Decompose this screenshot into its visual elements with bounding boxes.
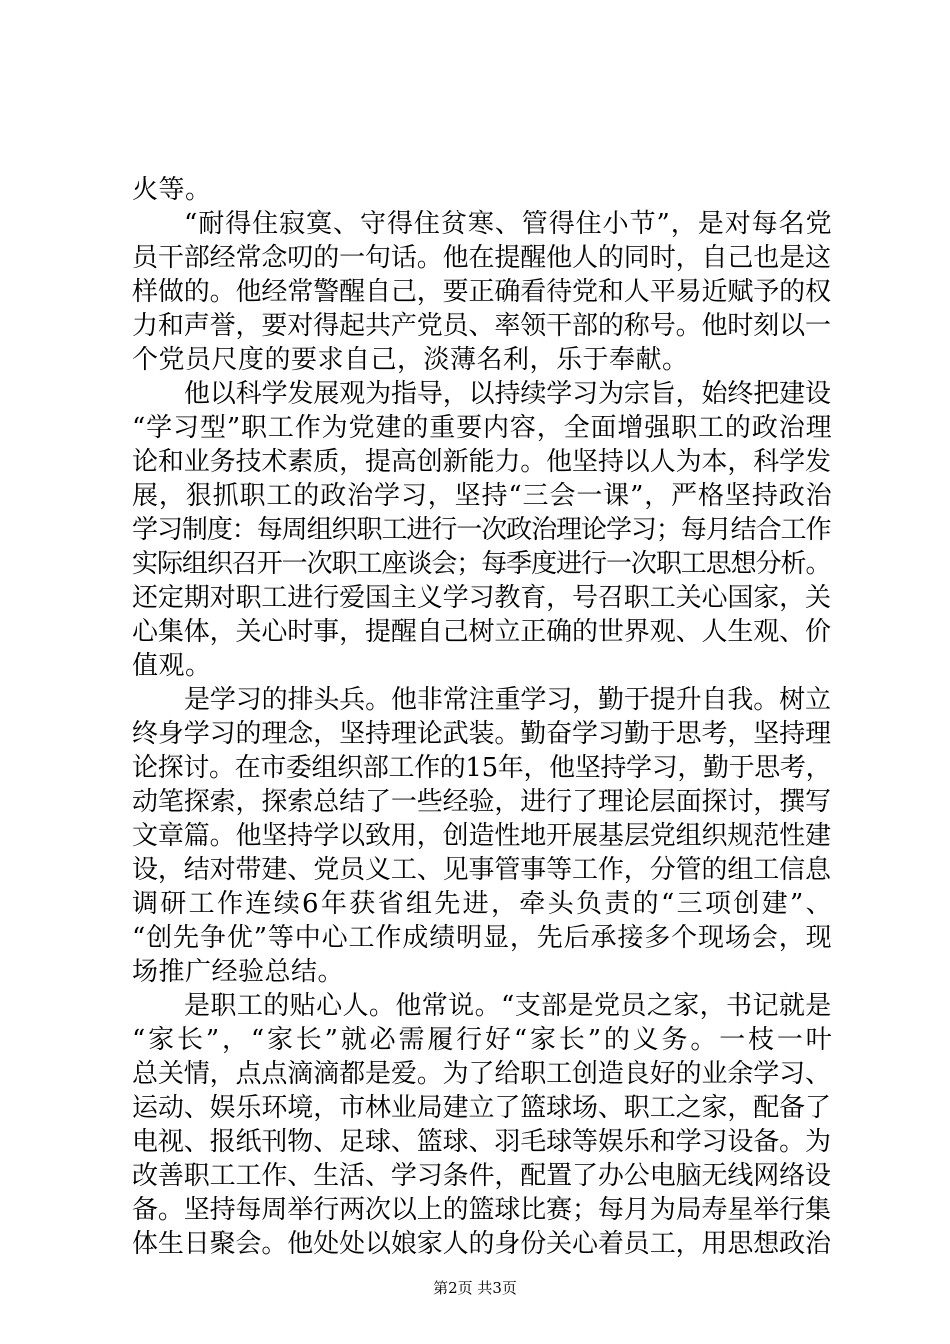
text-line: 样做的。他经常警醒自己，要正确看待党和人平易近赋予的权 <box>132 277 831 307</box>
text-line: 改善职工工作、生活、学习条件，配置了办公电脑无线网络设 <box>132 1161 831 1191</box>
text-line: 备。坚持每周举行两次以上的篮球比赛；每月为局寿星举行集 <box>132 1195 831 1225</box>
text-line: 动笔探索，探索总结了一些经验，进行了理论层面探讨，撰写 <box>132 787 831 817</box>
page-footer: 第2页 共3页 <box>433 1279 517 1297</box>
text-line: 员干部经常念叨的一句话。他在提醒他人的同时，自己也是这 <box>132 243 831 273</box>
text-line: 终身学习的理念，坚持理论武装。勤奋学习勤于思考，坚持理 <box>132 719 831 749</box>
text-line: 是职工的贴心人。他常说。“支部是党员之家，书记就是 <box>184 991 832 1021</box>
text-line: 调研工作连续6年获省组先进，牵头负责的“三项创建”、 <box>132 889 834 919</box>
text-line: 火等。 <box>132 175 212 205</box>
text-line: 学习制度：每周组织职工进行一次政治理论学习；每月结合工作 <box>132 515 831 545</box>
text-line: “创先争优”等中心工作成绩明显，先后承接多个现场会，现 <box>132 923 833 953</box>
text-line: 场推广经验总结。 <box>132 957 345 987</box>
text-line: 力和声誉，要对得起共产党员、率领干部的称号。他时刻以一 <box>132 311 831 341</box>
text-line: 展，狠抓职工的政治学习，坚持“三会一课”，严格坚持政治 <box>132 481 833 511</box>
text-line: “耐得住寂寞、守得住贫寒、管得住小节”，是对每名党 <box>184 209 833 239</box>
text-line: 是学习的排头兵。他非常注重学习，勤于提升自我。树立 <box>184 685 831 715</box>
text-line: 心集体，关心时事，提醒自己树立正确的世界观、人生观、价 <box>132 617 831 647</box>
text-line: 体生日聚会。他处处以娘家人的身份关心着员工，用思想政治 <box>132 1229 831 1259</box>
text-line: 运动、娱乐环境，市林业局建立了篮球场、职工之家，配备了 <box>132 1093 831 1123</box>
text-line: 他以科学发展观为指导，以持续学习为宗旨，始终把建设 <box>184 379 831 409</box>
text-line: 电视、报纸刊物、足球、篮球、羽毛球等娱乐和学习设备。为 <box>132 1127 831 1157</box>
text-line: 总关情，点点滴滴都是爱。为了给职工创造良好的业余学习、 <box>132 1059 831 1089</box>
text-line: 文章篇。他坚持学以致用，创造性地开展基层党组织规范性建 <box>132 821 831 851</box>
text-line: “家长”，“家长”就必需履行好“家长”的义务。一枝一叶 <box>132 1025 835 1055</box>
text-line: 值观。 <box>132 651 212 681</box>
text-line: 还定期对职工进行爱国主义学习教育，号召职工关心国家，关 <box>132 583 831 613</box>
text-line: 论探讨。在市委组织部工作的15年，他坚持学习，勤于思考， <box>132 753 832 783</box>
text-line: 实际组织召开一次职工座谈会；每季度进行一次职工思想分析。 <box>132 549 831 579</box>
text-line: 设，结对带建、党员义工、见事管事等工作，分管的组工信息 <box>132 855 831 885</box>
text-line: 个党员尺度的要求自己，淡薄名利，乐于奉献。 <box>132 345 689 375</box>
text-line: “学习型”职工作为党建的重要内容，全面增强职工的政治理 <box>132 413 833 443</box>
text-line: 论和业务技术素质，提高创新能力。他坚持以人为本，科学发 <box>132 447 831 477</box>
